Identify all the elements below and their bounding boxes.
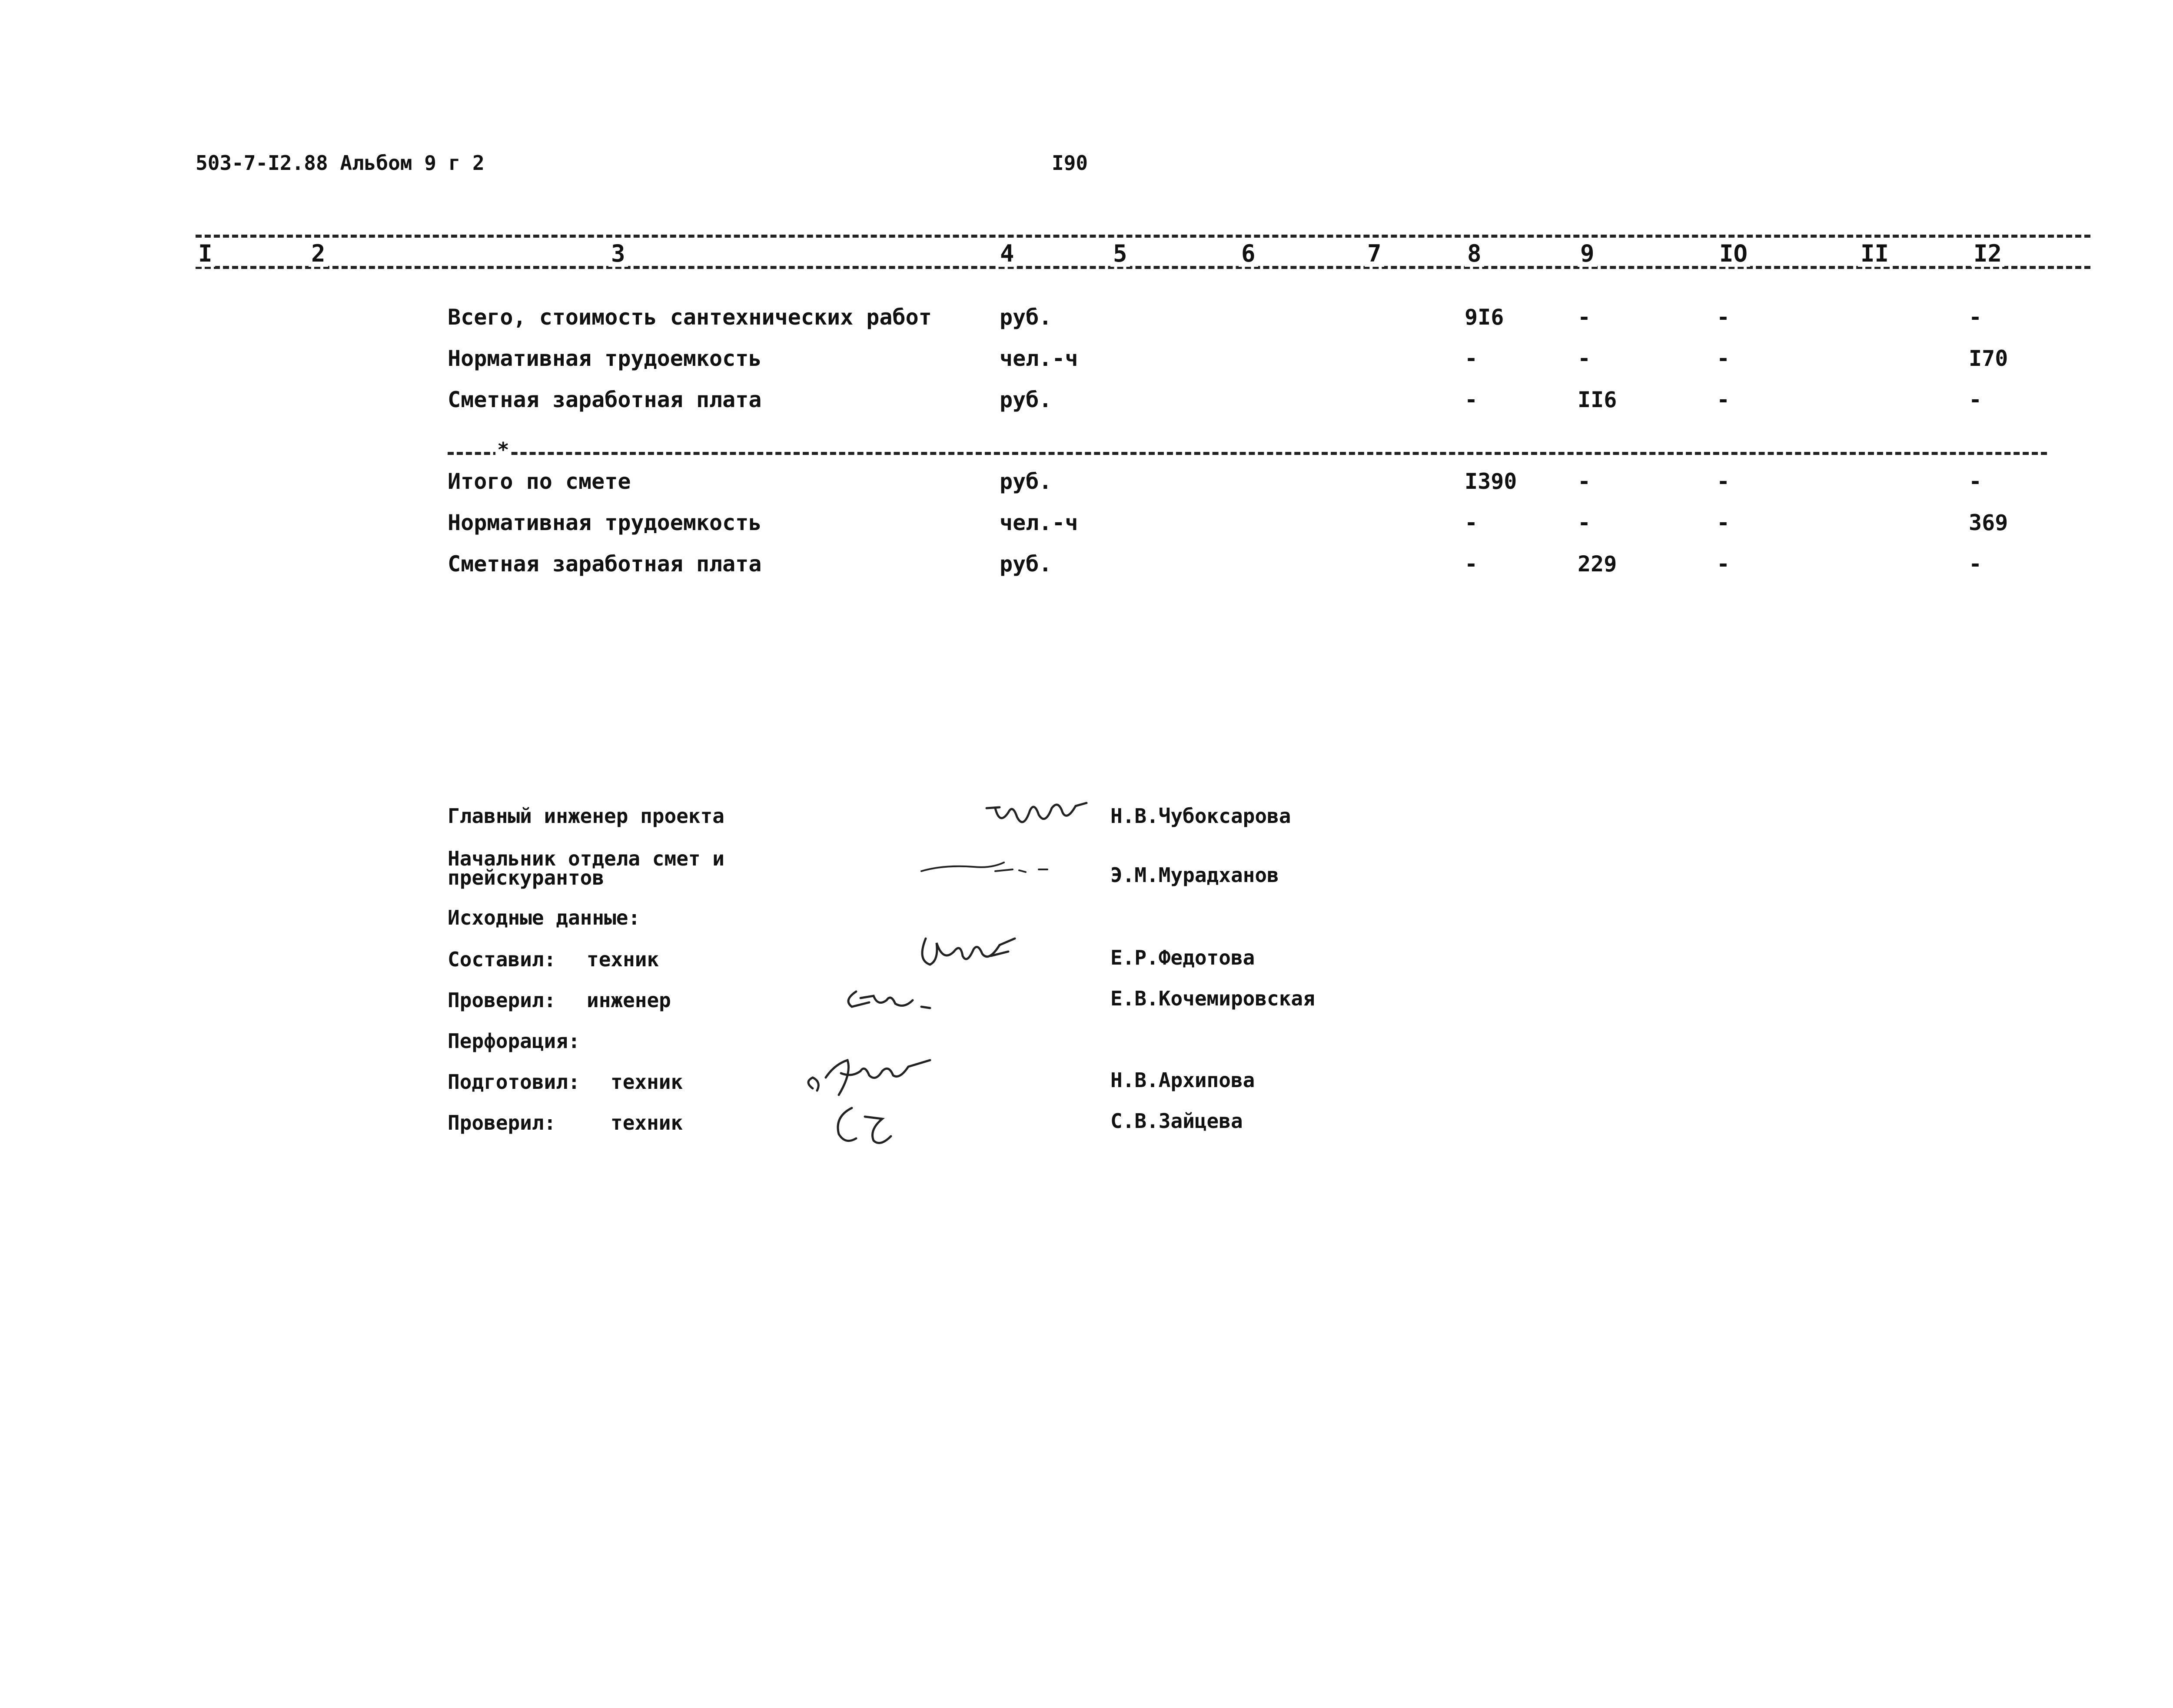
table-top-dash-line <box>196 235 2090 238</box>
table-row <box>448 382 2056 417</box>
cell-col-8: - <box>1465 551 1478 577</box>
cell-col-10: - <box>1717 305 1730 330</box>
table-row <box>448 300 2056 335</box>
cell-col-9: 229 <box>1578 551 1617 577</box>
signature-name-checked-1: Е.В.Кочемировская <box>1110 987 1315 1010</box>
signature-role-compiled: Составил: <box>448 948 556 971</box>
handwritten-signature-checked-1 <box>839 983 952 1018</box>
row-unit: руб. <box>1000 387 1052 412</box>
document-code: 503-7-I2.88 Альбом 9 г 2 <box>196 151 485 175</box>
signature-name-compiled: Е.Р.Федотова <box>1110 946 1255 969</box>
handwritten-signature-compiled <box>913 930 1026 978</box>
table-row <box>448 341 2056 376</box>
signature-name-chief-engineer: Н.В.Чубоксарова <box>1110 804 1291 828</box>
column-number-1: I <box>196 241 215 267</box>
column-number-5: 5 <box>1110 241 1130 267</box>
cell-col-10: - <box>1717 469 1730 494</box>
cell-col-12: 369 <box>1969 510 2008 535</box>
table-header-dash-line <box>196 266 2090 269</box>
row-label: Итого по смете <box>448 469 631 494</box>
column-number-8: 8 <box>1465 241 1484 267</box>
signature-role-source-data: Исходные данные: <box>448 906 641 929</box>
cell-col-8: - <box>1465 346 1478 371</box>
column-number-9: 9 <box>1578 241 1597 267</box>
handwritten-signature-dept-head <box>917 854 1056 880</box>
cell-col-9: - <box>1578 305 1591 330</box>
row-label: Всего, стоимость сантехнических работ <box>448 305 932 330</box>
signature-name-dept-head: Э.М.Мурадханов <box>1110 863 1279 887</box>
cell-col-8: - <box>1465 510 1478 535</box>
row-unit: руб. <box>1000 469 1052 494</box>
cell-col-9: - <box>1578 469 1591 494</box>
handwritten-signature-chief-engineer <box>982 795 1095 834</box>
table-row <box>448 547 2056 581</box>
cell-col-9: - <box>1578 510 1591 535</box>
signature-role-dept-head-line2: прейскурантов <box>448 866 605 889</box>
cell-col-12: I70 <box>1969 346 2008 371</box>
handwritten-signature-checked-2 <box>826 1099 913 1151</box>
row-unit: чел.-ч <box>1000 510 1078 535</box>
column-number-3: 3 <box>608 241 628 267</box>
column-number-2: 2 <box>309 241 328 267</box>
table-row <box>448 464 2056 499</box>
cell-col-10: - <box>1717 387 1730 412</box>
column-number-12: I2 <box>1971 241 2004 267</box>
signature-title-compiled: техник <box>587 948 659 971</box>
separator-mark: * <box>495 438 511 461</box>
row-label: Сметная заработная плата <box>448 551 762 577</box>
column-number-7: 7 <box>1365 241 1384 267</box>
row-unit: руб. <box>1000 551 1052 577</box>
cell-col-12: - <box>1969 551 1982 577</box>
cell-col-10: - <box>1717 551 1730 577</box>
cell-col-8: I390 <box>1465 469 1517 494</box>
cell-col-12: - <box>1969 387 1982 412</box>
column-number-6: 6 <box>1239 241 1258 267</box>
signature-role-perforation: Перфорация: <box>448 1029 580 1053</box>
column-number-4: 4 <box>997 241 1017 267</box>
section-dash-line <box>448 452 2047 455</box>
row-label: Сметная заработная плата <box>448 387 762 412</box>
signature-role-checked-1: Проверил: <box>448 988 556 1012</box>
column-number-10: IO <box>1717 241 1750 267</box>
signature-title-prepared: техник <box>611 1070 683 1094</box>
column-number-11: II <box>1858 241 1891 267</box>
cell-col-8: 9I6 <box>1465 305 1504 330</box>
handwritten-signature-prepared <box>800 1047 947 1108</box>
page-number: I90 <box>1052 151 1088 175</box>
row-label: Нормативная трудоемкость <box>448 510 762 535</box>
cell-col-8: - <box>1465 387 1478 412</box>
signature-role-chief-engineer: Главный инженер проекта <box>448 804 724 828</box>
row-unit: руб. <box>1000 305 1052 330</box>
cell-col-10: - <box>1717 510 1730 535</box>
signature-title-checked-1: инженер <box>587 988 671 1012</box>
signature-name-checked-2: С.В.Зайцева <box>1110 1109 1243 1133</box>
signature-role-dept-head-line1: Начальник отдела смет и <box>448 847 724 870</box>
table-row <box>448 505 2056 540</box>
signature-title-checked-2: техник <box>611 1111 683 1134</box>
cell-col-10: - <box>1717 346 1730 371</box>
cell-col-9: II6 <box>1578 387 1617 412</box>
row-unit: чел.-ч <box>1000 346 1078 371</box>
signature-name-prepared: Н.В.Архипова <box>1110 1068 1255 1092</box>
signature-role-checked-2: Проверил: <box>448 1111 556 1134</box>
cell-col-12: - <box>1969 469 1982 494</box>
cell-col-12: - <box>1969 305 1982 330</box>
row-label: Нормативная трудоемкость <box>448 346 762 371</box>
signature-role-prepared: Подготовил: <box>448 1070 580 1094</box>
cell-col-9: - <box>1578 346 1591 371</box>
